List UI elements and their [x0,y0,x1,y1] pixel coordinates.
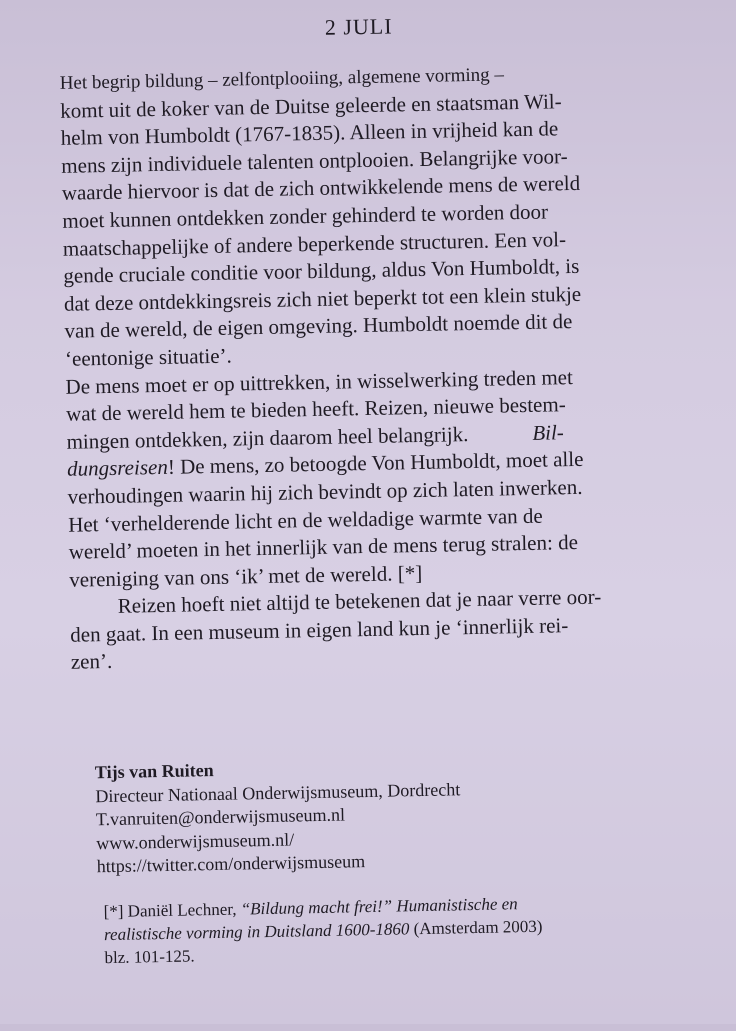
text-line: Reizen hoeft niet altijd te betekenen dat je naar verre oor- [117,584,602,619]
text-line: wat de wereld hem te bieden heeft. Reizen, nieuwe bestem- [65,392,566,426]
text-line: helm von Humboldt (1767-1835). Alleen in vrijheid kan de [60,116,559,151]
footnote-title: realistische vorming in Duitsland 1600-1860 [103,919,410,945]
text-line: zen’. [70,649,113,675]
text-line: moet kunnen ontdekken zonder gehinderd te worden door [62,199,549,233]
author-signature [95,750,697,879]
footnote-marker: [*] Daniël Lechner, [103,899,241,922]
text-line: Het ‘verhelderende licht en de weldadige warmte van de [67,503,543,537]
text-line: De mens moet er op uittrekken, in wisselwerking treden met [65,364,574,399]
text-line: mens zijn individuele talenten ontplooien. Belangrijke voor- [61,143,568,178]
footnote [103,889,704,970]
text-line: van de wereld, de eigen omgeving. Humboldt noemde dit de [64,309,573,344]
text-line: wereld’ moeten in het innerlijk van de mens terug stralen: de [68,530,579,564]
footnote-pages: blz. 101-125. [104,946,195,968]
text-line: waarde hiervoor is dat de zich ontwikkelende mens de wereld [61,171,581,206]
text-line: ‘eentonige situatie’. [64,343,232,371]
text-line: dat deze ontdekkingsreis zich niet beperkt tot een klein stukje [63,281,582,316]
text-line: vereniging van ons ‘ik’ met de wereld. [*] [69,560,423,592]
text-fragment: ! De mens, zo betoogde Von Humboldt, moet alle [167,447,584,480]
italic-fragment: dungsreisen [66,455,169,482]
body-text [59,58,711,677]
author-website: www.onderwijsmuseum.nl/ [96,829,295,854]
italic-fragment: Bil- [532,419,565,445]
author-email: T.vanruiten@onderwijsmuseum.nl [95,804,346,830]
text-line: verhoudingen waarin hij zich bevindt op zich laten inwerken. [67,474,583,509]
author-twitter: https://twitter.com/onderwijsmuseum [96,851,366,877]
text-line: komt uit de koker van de Duitse geleerde en staatsman Wil- [60,88,562,123]
text-line: maatschappelijke of andere beperkende structuren. Een vol- [62,226,567,261]
text-line: Het begrip bildung – zelfontplooiing, algemene vorming – [59,64,505,94]
text-line: den gaat. In een museum in eigen land kun je ‘innerlijk rei- [70,613,569,647]
author-role: Directeur Nationaal Onderwijsmuseum, Dordrecht [95,778,461,806]
text-fragment: mingen ontdekken, zijn daarom heel belangrijk. [66,421,469,454]
footnote-publisher: (Amsterdam 2003) [409,916,543,939]
author-name: Tijs van Ruiten [94,760,214,783]
footnote-title: “Bildung macht frei!” Humanistische en [240,894,518,919]
text-line: gende cruciale conditie voor bildung, aldus Von Humboldt, is [63,254,580,288]
page-date-header: 2 JULI [324,13,393,40]
